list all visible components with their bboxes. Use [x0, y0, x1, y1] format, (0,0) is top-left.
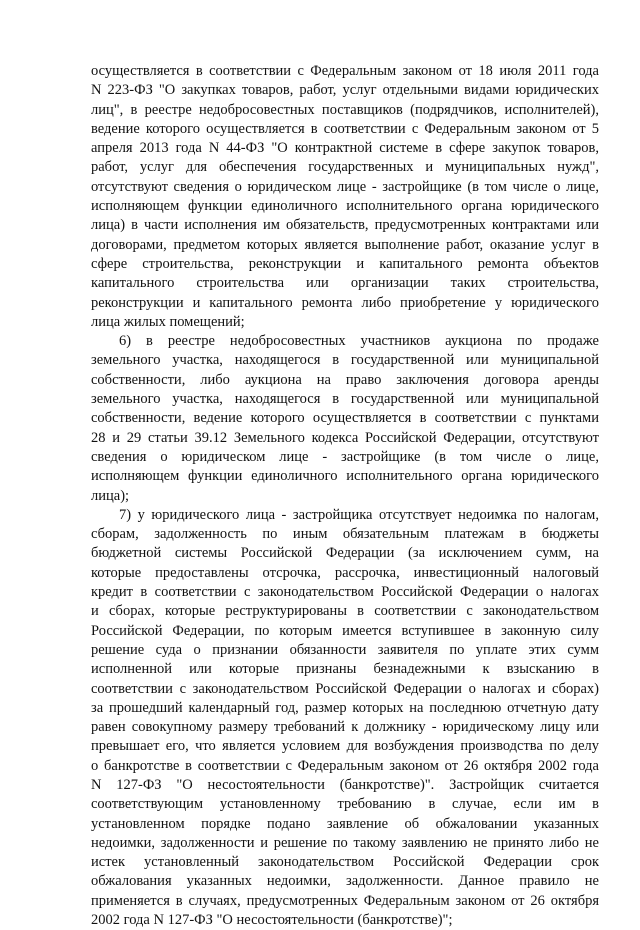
text-line: соответствии с законодательством Российской Федерации о налогах и сборах) — [91, 680, 599, 697]
text-line: истек установленный законодательством Российской Федерации срок — [91, 854, 599, 871]
text-line: о банкротстве в соответствии с Федеральным законом от 26 октября 2002 года — [91, 757, 599, 774]
text-line: соответствующим установленному требованию в случае, если им в — [91, 796, 599, 813]
text-line: превышает его, что является условием для возбуждения производства по делу — [91, 738, 599, 755]
text-line: капитального строительства или организации таких строительства, — [91, 275, 599, 292]
text-line: 28 и 29 статьи 39.12 Земельного кодекса Российской Федерации, отсутствуют — [91, 429, 599, 446]
text-line: земельного участка, находящегося в государственной или муниципальной — [91, 352, 599, 369]
text-line: ведение которого осуществляется в соответствии с Федеральным законом от 5 — [91, 120, 599, 137]
text-line: апреля 2013 года N 44-ФЗ "О контрактной системе в сфере закупок товаров, — [91, 140, 599, 157]
text-line: решение суда о признании обязанности заявителя по уплате этих сумм — [91, 641, 599, 658]
text-line: 6) в реестре недобросовестных участников аукциона по продаже — [119, 333, 599, 350]
text-line: исполняющем функции единоличного исполнительного органа юридического — [91, 468, 599, 485]
text-line: установленном порядке подано заявление об обжаловании указанных — [91, 815, 599, 832]
text-line: недоимки, задолженности и решение по такому заявлению не принято либо не — [91, 834, 599, 851]
text-line: лиц", в реестре недобросовестных поставщиков (подрядчиков, исполнителей), — [91, 101, 599, 118]
text-line: кредит в соответствии с законодательством Российской Федерации о налогах — [91, 584, 599, 601]
text-line: применяется в случаях, предусмотренных Федеральным законом от 26 октября — [91, 892, 599, 909]
text-line: лица) в части исполнения им обязательств, предусмотренных контрактами или — [91, 217, 599, 234]
text-line: исполняющем функции единоличного исполнительного органа юридического — [91, 198, 599, 215]
text-line: равен совокупному размеру требований к должнику - юридическому лицу или — [91, 719, 599, 736]
text-line: лица); — [91, 487, 130, 504]
text-line: реконструкции и капитального ремонта либо приобретение у юридического — [91, 294, 599, 311]
text-line: сборам, задолженность по иным обязательным платежам в бюджеты — [91, 526, 599, 543]
text-line: N 223-ФЗ "О закупках товаров, работ, услуг отдельными видами юридических — [91, 82, 599, 99]
text-line: Российской Федерации, по которым имеется вступившее в законную силу — [91, 622, 599, 639]
text-line: 7) у юридического лица - застройщика отсутствует недоимка по налогам, — [119, 506, 599, 523]
text-line: и сборах, которые реструктурированы в соответствии с законодательством — [91, 603, 599, 620]
text-line: исполненной или которые признаны безнадежными к взысканию в — [91, 661, 599, 678]
text-line: лица жилых помещений; — [91, 313, 245, 330]
text-line: отсутствуют сведения о юридическом лице - застройщике (в том числе о лице, — [91, 178, 599, 195]
text-line: 2002 года N 127-ФЗ "О несостоятельности (банкротстве)"; — [91, 912, 453, 929]
text-line: обжалования указанных недоимки, задолженности. Данное правило не — [91, 873, 599, 890]
text-line: бюджетной системы Российской Федерации (за исключением сумм, на — [91, 545, 599, 562]
text-line: N 127-ФЗ "О несостоятельности (банкротстве)". Застройщик считается — [91, 776, 599, 793]
text-line: за прошедший календарный год, размер которых на последнюю отчетную дату — [91, 699, 599, 716]
text-line: земельного участка, находящегося в государственной или муниципальной — [91, 391, 599, 408]
text-line: осуществляется в соответствии с Федеральным законом от 18 июля 2011 года — [91, 63, 599, 79]
text-line: собственности, либо аукциона на право заключения договора аренды — [91, 371, 599, 388]
text-line: сведения о юридическом лице - застройщике (в том числе о лице, — [91, 448, 599, 465]
text-line: которые предоставлены отсрочка, рассрочка, инвестиционный налоговый — [91, 564, 599, 581]
text-line: собственности, ведение которого осуществляется в соответствии с пунктами — [91, 410, 599, 427]
text-line: сфере строительства, реконструкции и капитального ремонта объектов — [91, 255, 599, 272]
document-page — [91, 62, 599, 930]
text-line: договорами, предметом которых является выполнение работ, оказание услуг в — [91, 236, 599, 253]
text-line: работ, услуг для обеспечения государственных и муниципальных нужд", — [91, 159, 599, 176]
